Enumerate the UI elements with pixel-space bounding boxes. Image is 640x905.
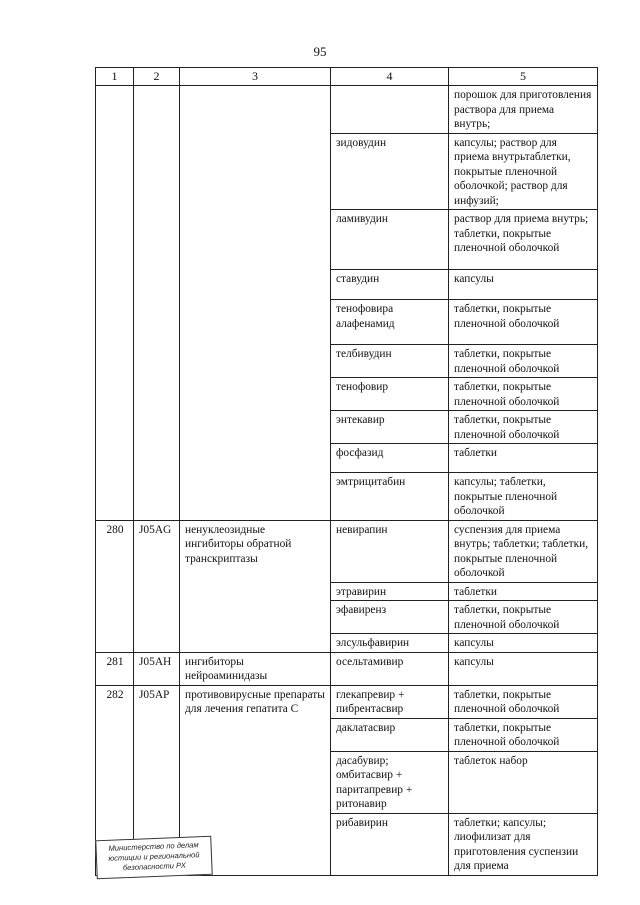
drug-name-cell: фосфазид	[331, 444, 449, 473]
drug-name-cell: энтекавир	[331, 411, 449, 444]
dosage-form-cell: порошок для приготовления раствора для приема внутрь;	[449, 86, 598, 134]
drug-name-cell: глекапревир + пибрентасвир	[331, 685, 449, 718]
drug-name-cell: ламивудин	[331, 210, 449, 270]
column-header: 1	[96, 68, 134, 86]
dosage-form-cell: таблетки, покрытые пленочной оболочкой	[449, 718, 598, 751]
group-name-cell: противовирусные препараты для лечения гепатита C	[180, 685, 331, 875]
row-number-cell: 282	[96, 685, 134, 875]
dosage-form-cell: капсулы	[449, 634, 598, 653]
dosage-form-cell: таблетки, покрытые пленочной оболочкой	[449, 345, 598, 378]
atc-code-cell: J05AP	[134, 685, 180, 875]
drug-name-cell: этравирин	[331, 582, 449, 601]
drug-name-cell: тенофовир	[331, 378, 449, 411]
dosage-form-cell: суспензия для приема внутрь; таблетки; таблетки, покрытые пленочной оболочкой	[449, 520, 598, 582]
table-row	[96, 86, 598, 134]
stamp-line: безопасности РХ	[122, 860, 186, 873]
dosage-form-cell: раствор для приема внутрь; таблетки, покрытые пленочной оболочкой	[449, 210, 598, 270]
atc-code-cell	[134, 86, 180, 521]
group-name-cell: ненуклеозидные ингибиторы обратной транскриптазы	[180, 520, 331, 652]
dosage-form-cell: таблетки, покрытые пленочной оболочкой	[449, 378, 598, 411]
table-header-row	[96, 68, 598, 86]
drug-name-cell	[331, 86, 449, 134]
dosage-form-cell: таблетки, покрытые пленочной оболочкой	[449, 411, 598, 444]
group-name-cell	[180, 86, 331, 521]
drug-name-cell: эфавиренз	[331, 601, 449, 634]
row-number-cell: 280	[96, 520, 134, 652]
drug-name-cell: осельтамивир	[331, 652, 449, 685]
drug-name-cell: эмтрицитабин	[331, 473, 449, 521]
table-row	[96, 652, 598, 685]
dosage-form-cell: капсулы	[449, 270, 598, 300]
stamp-line: Министерство по делам	[108, 840, 199, 853]
drug-name-cell: даклатасвир	[331, 718, 449, 751]
column-header: 5	[449, 68, 598, 86]
dosage-form-cell: таблетки	[449, 582, 598, 601]
drug-table	[95, 67, 598, 876]
column-header: 3	[180, 68, 331, 86]
stamp-line: юстиции и региональной	[108, 850, 200, 863]
drug-name-cell: невирапин	[331, 520, 449, 582]
column-header: 2	[134, 68, 180, 86]
dosage-form-cell: капсулы; таблетки, покрытые пленочной оболочкой	[449, 473, 598, 521]
drug-name-cell: рибавирин	[331, 813, 449, 875]
table-row	[96, 685, 598, 718]
drug-name-cell: дасабувир; омбитасвир + паритапревир + ритонавир	[331, 751, 449, 813]
drug-name-cell: зидовудин	[331, 133, 449, 210]
dosage-form-cell: капсулы	[449, 652, 598, 685]
dosage-form-cell: таблетки; капсулы; лиофилизат для приготовления суспензии для приема	[449, 813, 598, 875]
dosage-form-cell: капсулы; раствор для приема внутрьтаблетки, покрытые пленочной оболочкой; раствор для инфузий;	[449, 133, 598, 210]
row-number-cell	[96, 86, 134, 521]
dosage-form-cell: таблетки, покрытые пленочной оболочкой	[449, 601, 598, 634]
column-header: 4	[331, 68, 449, 86]
drug-name-cell: телбивудин	[331, 345, 449, 378]
atc-code-cell: J05AH	[134, 652, 180, 685]
dosage-form-cell: таблетки	[449, 444, 598, 473]
dosage-form-cell: таблеток набор	[449, 751, 598, 813]
drug-name-cell: ставудин	[331, 270, 449, 300]
atc-code-cell: J05AG	[134, 520, 180, 652]
row-number-cell: 281	[96, 652, 134, 685]
page-number: 95	[313, 44, 327, 59]
group-name-cell: ингибиторы нейроаминидазы	[180, 652, 331, 685]
dosage-form-cell: таблетки, покрытые пленочной оболочкой	[449, 300, 598, 345]
table-row	[96, 520, 598, 582]
dosage-form-cell: таблетки, покрытые пленочной оболочкой	[449, 685, 598, 718]
drug-name-cell: тенофовира алафенамид	[331, 300, 449, 345]
ministry-stamp	[95, 836, 212, 880]
drug-name-cell: элсульфавирин	[331, 634, 449, 653]
